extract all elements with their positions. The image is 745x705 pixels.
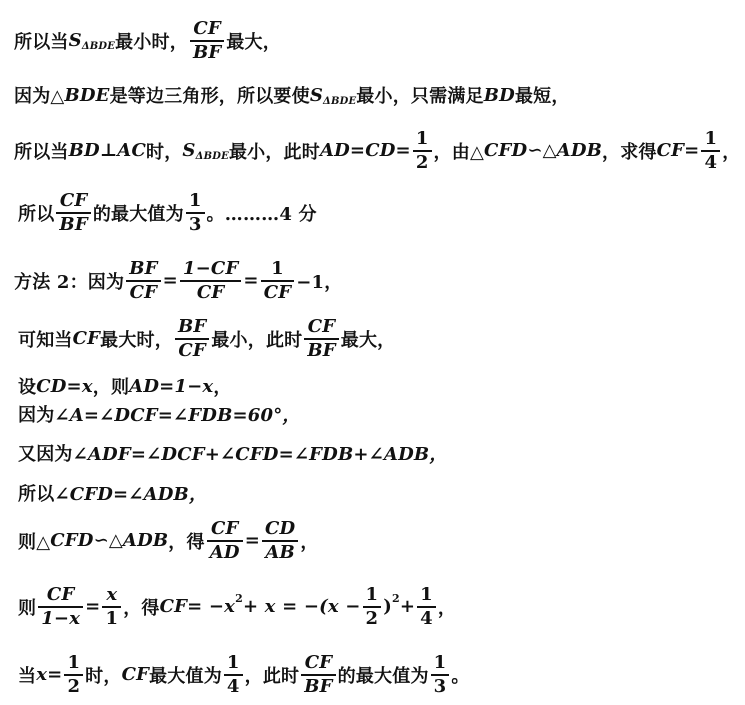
denominator: CF [196,281,225,303]
denominator: 4 [704,151,718,173]
text: ，得 [168,531,205,553]
math: A=∠DCF=∠FDB=60°， [69,405,301,426]
fraction [186,190,205,236]
exponent: 2 [391,592,400,606]
fraction [262,518,298,564]
text: 最大， [340,329,396,351]
fraction [301,652,335,698]
denominator: BF [59,213,88,235]
line-7 [18,373,232,399]
text: ， [300,531,319,553]
denominator: AD [209,541,240,563]
numerator: 1 [415,128,429,149]
text: 最大时， [100,329,173,351]
line-9 [18,440,448,466]
fraction [38,584,83,630]
line-11 [18,518,319,564]
text: 可知当 [18,329,73,351]
numerator: 1 [420,584,433,605]
text: 最大， [226,31,281,53]
numerator: CF [59,190,88,211]
text: ， [722,141,741,163]
line-12 [18,584,456,630]
fraction [431,652,450,698]
numerator: x [106,584,118,605]
denominator: 3 [188,213,202,235]
area-symbol: S [309,84,324,106]
numerator: 1 [226,652,240,673]
numerator: 1 [188,190,202,211]
fraction [261,258,295,304]
math: ADB [122,530,169,552]
math: ADF=∠DCF+∠CFD=∠FDB+∠ADB， [87,444,448,465]
denominator: CF [129,281,158,303]
math: BD [483,84,515,106]
denominator: 4 [226,675,240,697]
line-1 [14,18,281,64]
text: = [244,530,260,552]
fraction [413,128,432,174]
text: 所以∠ [18,484,70,505]
fraction [417,584,436,630]
text: 最小，此时 [211,329,303,351]
numerator: BF [177,316,207,337]
text: 的最大值为 [92,203,184,225]
denominator: 2 [67,675,81,697]
math: CF [72,328,101,350]
text: −1， [296,271,343,293]
denominator: 1−x [41,607,81,629]
area-subscript: ΔBDE [323,95,357,107]
text: 设 [18,377,37,398]
fraction [102,584,121,630]
math: CF [159,596,188,618]
line-2 [14,82,570,108]
math: AD=1−x [129,375,214,397]
numerator: BF [129,258,158,279]
text: 因为△ [14,86,65,107]
math: BD⊥AC [68,140,147,162]
text: 方法 2：因为 [14,271,125,293]
denominator: BF [304,675,333,697]
text: ，则 [92,377,130,398]
area-symbol: S [182,140,196,162]
denominator: AB [265,541,295,563]
line-3 [14,128,740,174]
text: ， [437,597,457,619]
denominator: CF [178,339,206,361]
text: 则△ [18,531,51,553]
text: 则 [18,597,37,619]
text: 最小时， [115,31,188,53]
text: 又因为∠ [18,444,88,465]
numerator: CF [193,18,221,39]
exponent: 2 [235,592,243,606]
numerator: 1−CF [182,258,239,279]
text: + [399,596,416,618]
numerator: 1 [67,652,81,673]
fraction [190,18,224,64]
denominator: BF [307,339,336,361]
denominator: 3 [433,675,447,697]
fraction [180,258,242,304]
text: 最短， [514,86,570,107]
math: = −x [187,596,236,618]
denominator: BF [192,41,222,63]
text: ，得 [123,597,160,619]
text: 最小，此时 [228,141,320,163]
numerator: 1 [433,652,447,673]
fraction [363,584,382,630]
fraction [304,316,338,362]
math: CD=x [36,375,93,397]
area-subscript: ΔBDE [195,151,229,163]
math: + x = −(x − [242,596,361,618]
text: 最大值为 [149,665,222,687]
math: BDE [64,84,110,106]
text: 所以当 [14,31,69,53]
numerator: 1 [365,584,379,605]
fraction [64,652,83,698]
text: ， [213,377,232,398]
numerator: 1 [704,128,718,149]
text: 时， [146,141,183,163]
text: ，由△ [433,141,484,163]
line-13 [18,652,470,698]
fraction [207,518,243,564]
text: ，此时 [244,665,300,687]
numerator: CF [304,652,333,673]
text: ∽△ [93,530,123,552]
numerator: 1 [271,258,284,279]
line-8 [18,401,301,427]
numerator: CF [307,316,336,337]
area-symbol: S [68,30,82,52]
math: CF [121,664,150,686]
text: 时， [85,665,122,687]
area-subscript: ΔBDE [81,41,116,53]
text: 。 [451,665,470,687]
text: = [243,270,259,292]
numerator: CD [264,518,296,539]
text: 最小，只需满足 [356,86,484,107]
text: ∽△ [527,140,557,162]
math: x [36,664,48,686]
fraction [56,190,90,236]
fraction [175,316,209,362]
line-4 [18,190,317,236]
text: = [162,270,178,292]
text: = [47,664,63,686]
fraction [701,128,720,174]
math: AD=CD= [319,140,411,162]
text: 。………4 分 [206,203,317,225]
text: 当 [18,665,37,687]
denominator: 2 [365,607,379,629]
denominator: 1 [105,607,119,629]
denominator: 2 [415,151,429,173]
math: ADB [556,140,603,162]
text: 是等边三角形，所以要使 [109,86,310,107]
fraction [126,258,160,304]
text: 所以 [18,203,55,225]
math: CFD [50,530,94,552]
text: ，求得 [602,141,657,163]
text: 所以当 [14,141,69,163]
line-6 [18,316,395,362]
line-10 [18,480,207,506]
denominator: CF [263,281,292,303]
numerator: CF [210,518,239,539]
denominator: 4 [420,607,433,629]
text: 因为∠ [18,405,70,426]
math: CFD=∠ADB， [69,484,208,505]
fraction [224,652,243,698]
text: = [85,596,101,618]
text: 的最大值为 [337,665,429,687]
math: CFD [484,140,528,162]
math: CF= [656,140,700,162]
numerator: CF [46,584,75,605]
text: ) [383,596,392,618]
line-5 [14,258,342,304]
